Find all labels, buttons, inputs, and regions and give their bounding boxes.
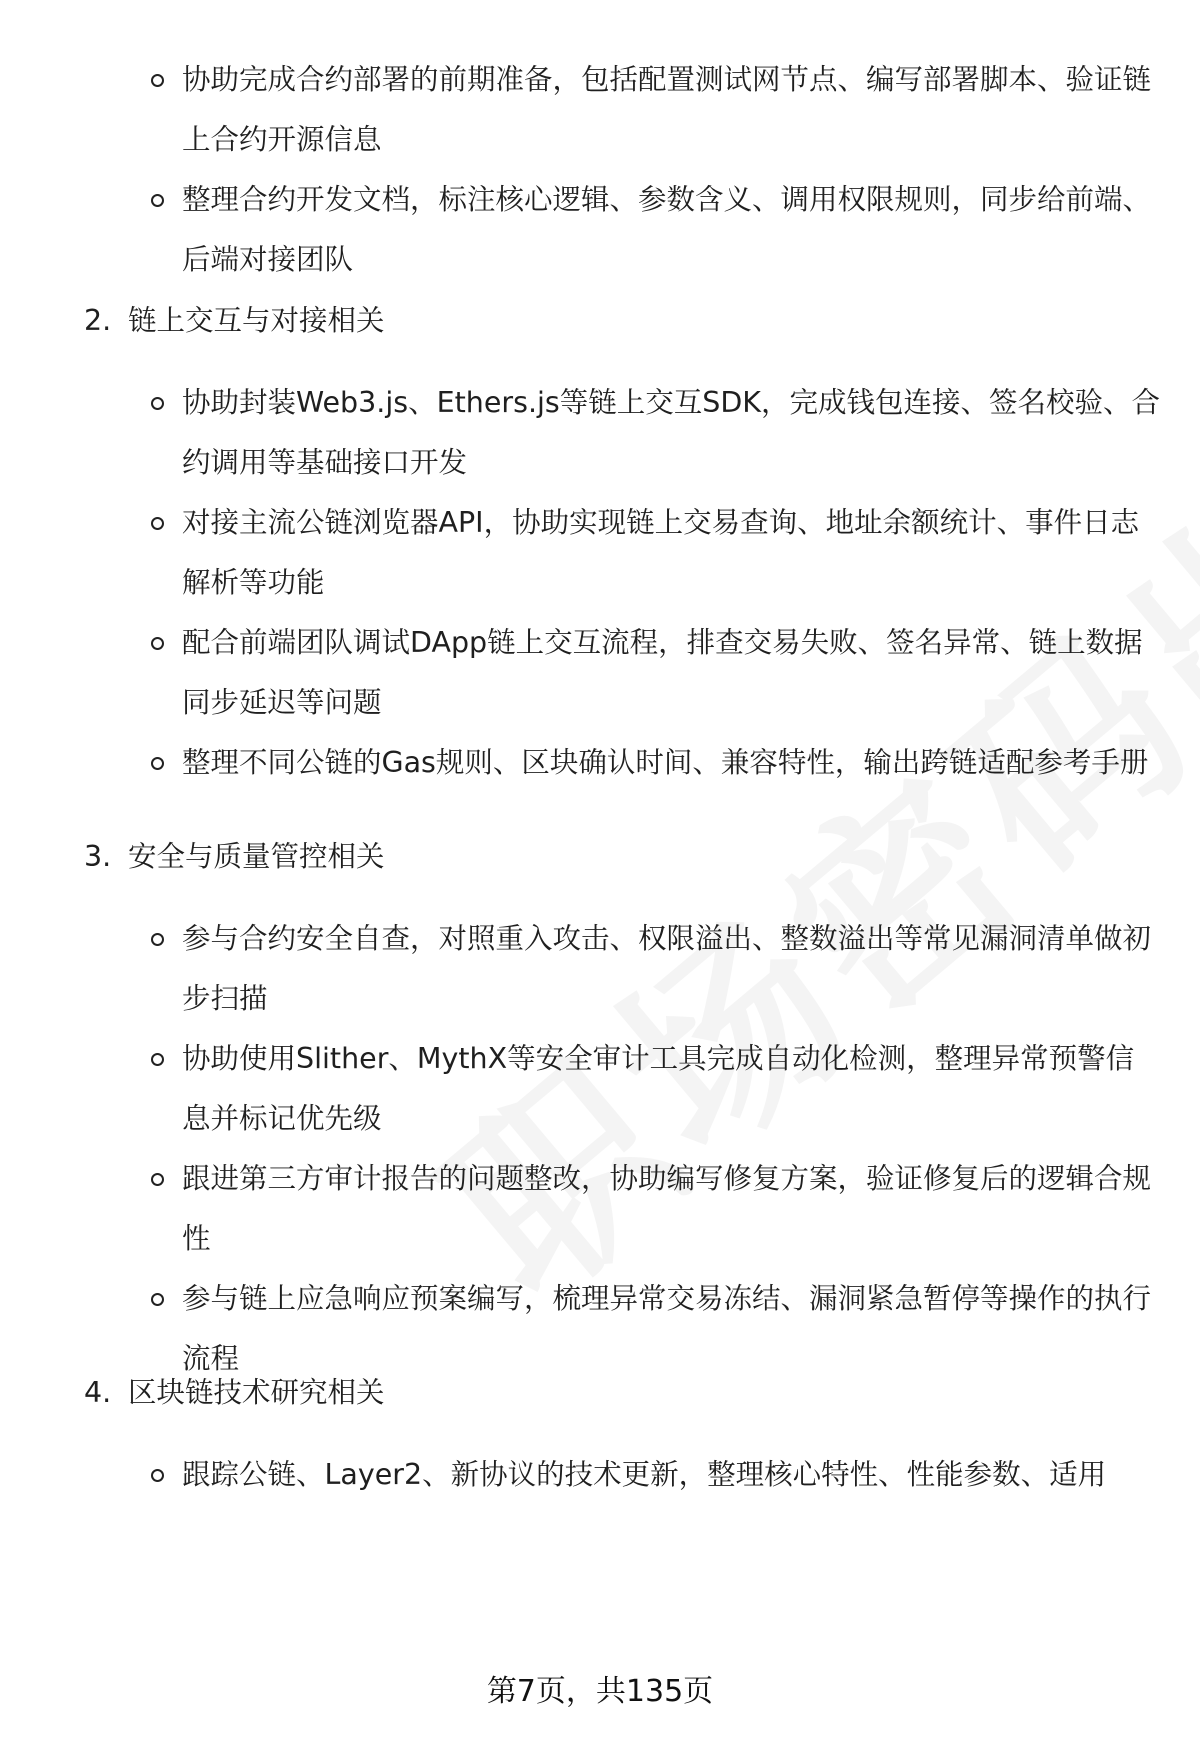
section-number: 4. (84, 1376, 112, 1409)
page-number-label: 第7页，共135页 (486, 1674, 714, 1709)
list-item (0, 1445, 1200, 1505)
list-item (0, 1149, 1200, 1269)
bullet-circle-icon (151, 194, 164, 207)
list-item (0, 170, 1200, 290)
list-item-text: 整理合约开发文档，标注核心逻辑、参数含义、调用权限规则，同步给前端、后端对接团队 (182, 183, 1152, 276)
list-item (0, 909, 1200, 1029)
list-item (0, 1269, 1200, 1389)
list-item-text: 参与合约安全自查，对照重入攻击、权限溢出、整数溢出等常见漏洞清单做初步扫描 (182, 922, 1152, 1015)
bullet-circle-icon (151, 757, 164, 770)
list-item-text: 跟踪公链、Layer2、新协议的技术更新，整理核心特性、性能参数、适用 (182, 1458, 1107, 1491)
section-4-bullets (0, 1445, 1200, 1505)
list-item (0, 733, 1200, 793)
section-title: 安全与质量管控相关 (128, 840, 385, 873)
bullet-circle-icon (151, 1173, 164, 1186)
section-title: 区块链技术研究相关 (128, 1376, 385, 1409)
list-item-text: 配合前端团队调试DApp链上交互流程，排查交易失败、签名异常、链上数据同步延迟等问题 (182, 626, 1143, 719)
top-bullet-list (0, 50, 1200, 290)
bullet-circle-icon (151, 517, 164, 530)
bullet-circle-icon (151, 74, 164, 87)
list-item-text: 整理不同公链的Gas规则、区块确认时间、兼容特性，输出跨链适配参考手册 (182, 746, 1149, 779)
list-item-text: 协助完成合约部署的前期准备，包括配置测试网节点、编写部署脚本、验证链上合约开源信息 (182, 63, 1152, 156)
section-heading-4 (0, 1373, 1200, 1413)
list-item-text: 协助封装Web3.js、Ethers.js等链上交互SDK，完成钱包连接、签名校验、合约调用等基础接口开发 (182, 386, 1160, 479)
bullet-circle-icon (151, 1469, 164, 1482)
bullet-circle-icon (151, 397, 164, 410)
section-2-bullets (0, 373, 1200, 793)
list-item (0, 1029, 1200, 1149)
section-heading-3 (0, 837, 1200, 877)
bullet-circle-icon (151, 1293, 164, 1306)
section-heading-2 (0, 301, 1200, 341)
section-3-bullets (0, 909, 1200, 1389)
bullet-circle-icon (151, 1053, 164, 1066)
page-footer (0, 1672, 1200, 1712)
bullet-circle-icon (151, 637, 164, 650)
list-item-text: 协助使用Slither、MythX等安全审计工具完成自动化检测，整理异常预警信息并标记优先级 (182, 1042, 1135, 1135)
list-item (0, 373, 1200, 493)
section-title: 链上交互与对接相关 (128, 304, 385, 337)
section-number: 3. (84, 840, 112, 873)
list-item-text: 对接主流公链浏览器API，协助实现链上交易查询、地址余额统计、事件日志解析等功能 (182, 506, 1140, 599)
list-item (0, 613, 1200, 733)
section-number: 2. (84, 304, 112, 337)
list-item-text: 参与链上应急响应预案编写，梳理异常交易冻结、漏洞紧急暂停等操作的执行流程 (182, 1282, 1152, 1375)
bullet-circle-icon (151, 933, 164, 946)
list-item (0, 493, 1200, 613)
list-item-text: 跟进第三方审计报告的问题整改，协助编写修复方案，验证修复后的逻辑合规性 (182, 1162, 1152, 1255)
list-item (0, 50, 1200, 170)
